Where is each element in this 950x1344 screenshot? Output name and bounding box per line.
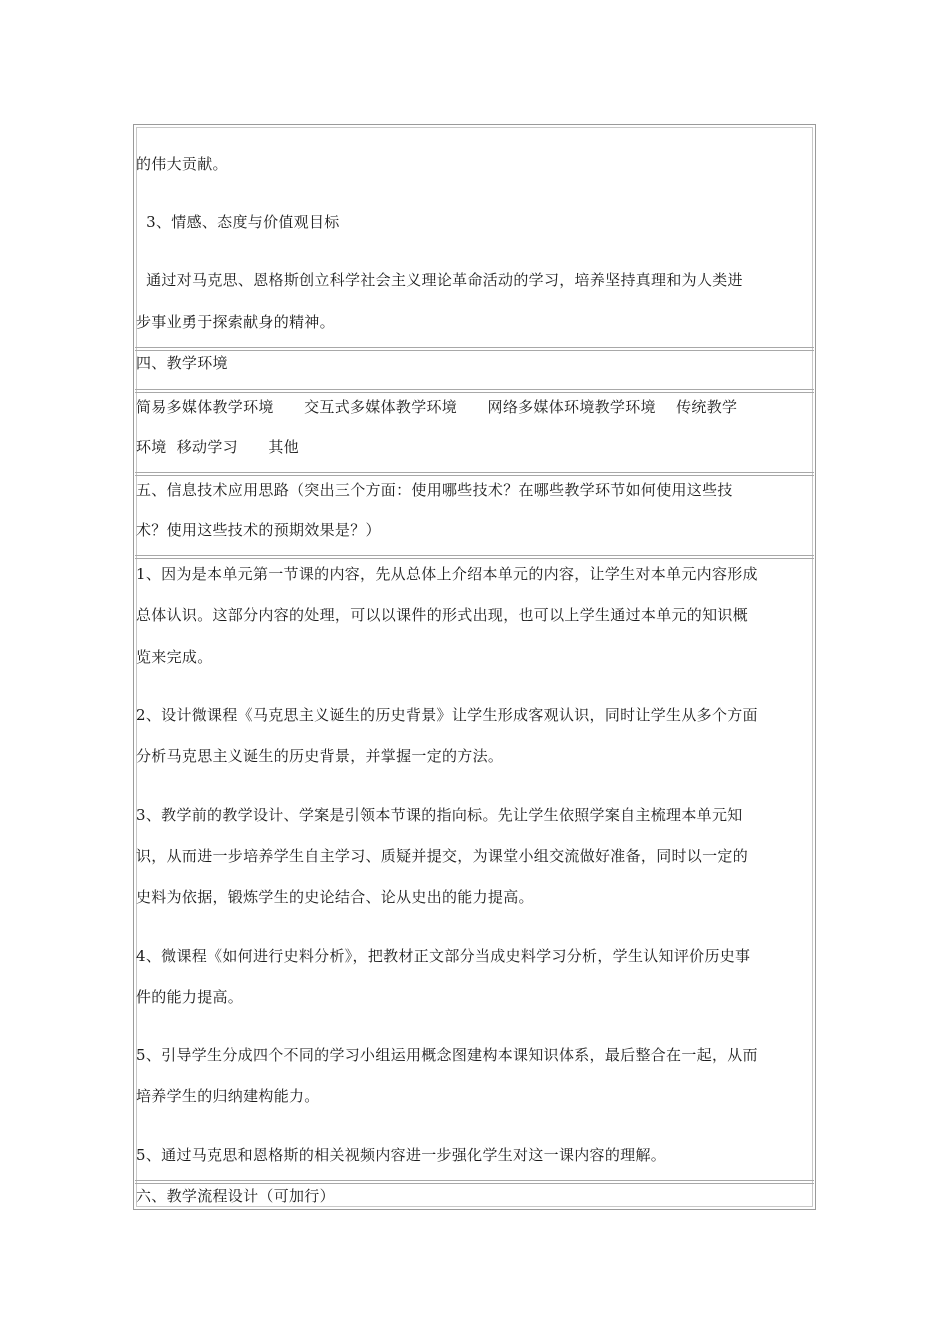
approach-item: 4、微课程《如何进行史料分析》，把教材正文部分当成史料学习分析，学生认知评价历史事: [136, 947, 751, 965]
approach-item: 总体认识。这部分内容的处理，可以以课件的形式出现，也可以上学生通过本单元的知识概: [136, 606, 749, 624]
objective-text: 的伟大贡献。: [136, 155, 228, 173]
approach-item: 5、引导学生分成四个不同的学习小组运用概念图建构本课知识体系，最后整合在一起，从而: [136, 1046, 758, 1064]
approach-item: 件的能力提高。: [136, 988, 244, 1006]
row-separator: [135, 347, 814, 351]
approach-item: 览来完成。: [136, 648, 213, 666]
approach-item: 识，从而进一步培养学生自主学习、质疑并提交，为课堂小组交流做好准备，同时以一定的: [136, 847, 749, 865]
row-separator: [135, 389, 814, 393]
approach-item: 1、因为是本单元第一节课的内容，先从总体上介绍本单元的内容，让学生对本单元内容形成: [136, 565, 758, 583]
row-separator: [135, 1180, 814, 1184]
objective-paragraph: 通过对马克思、恩格斯创立科学社会主义理论革命活动的学习，培养坚持真理和为人类进: [136, 271, 743, 289]
objective-heading-3: 3、情感、态度与价值观目标: [136, 213, 340, 231]
environment-options: 环境 移动学习 其他: [136, 438, 299, 456]
approach-item: 3、教学前的教学设计、学案是引领本节课的指向标。先让学生依照学案自主梳理本单元知: [136, 806, 743, 824]
row-separator: [135, 472, 814, 476]
environment-options: 简易多媒体教学环境 交互式多媒体教学环境 网络多媒体环境教学环境 传统教学: [136, 398, 738, 416]
approach-item: 2、设计微课程《马克思主义诞生的历史背景》让学生形成客观认识，同时让学生从多个方面: [136, 706, 758, 724]
row-separator: [135, 555, 814, 559]
section-heading-environment: 四、教学环境: [136, 354, 228, 372]
approach-item: 培养学生的归纳建构能力。: [136, 1087, 320, 1105]
objective-paragraph: 步事业勇于探索献身的精神。: [136, 313, 335, 331]
approach-item: 分析马克思主义诞生的历史背景，并掌握一定的方法。: [136, 747, 504, 765]
section-heading-it-approach: 术？使用这些技术的预期效果是？）: [136, 521, 381, 539]
section-heading-it-approach: 五、信息技术应用思路（突出三个方面：使用哪些技术？在哪些教学环节如何使用这些技: [136, 481, 733, 499]
approach-item: 5、通过马克思和恩格斯的相关视频内容进一步强化学生对这一课内容的理解。: [136, 1146, 667, 1164]
approach-item: 史料为依据，锻炼学生的史论结合、论从史出的能力提高。: [136, 888, 534, 906]
section-heading-flow: 六、教学流程设计（可加行）: [136, 1187, 335, 1205]
